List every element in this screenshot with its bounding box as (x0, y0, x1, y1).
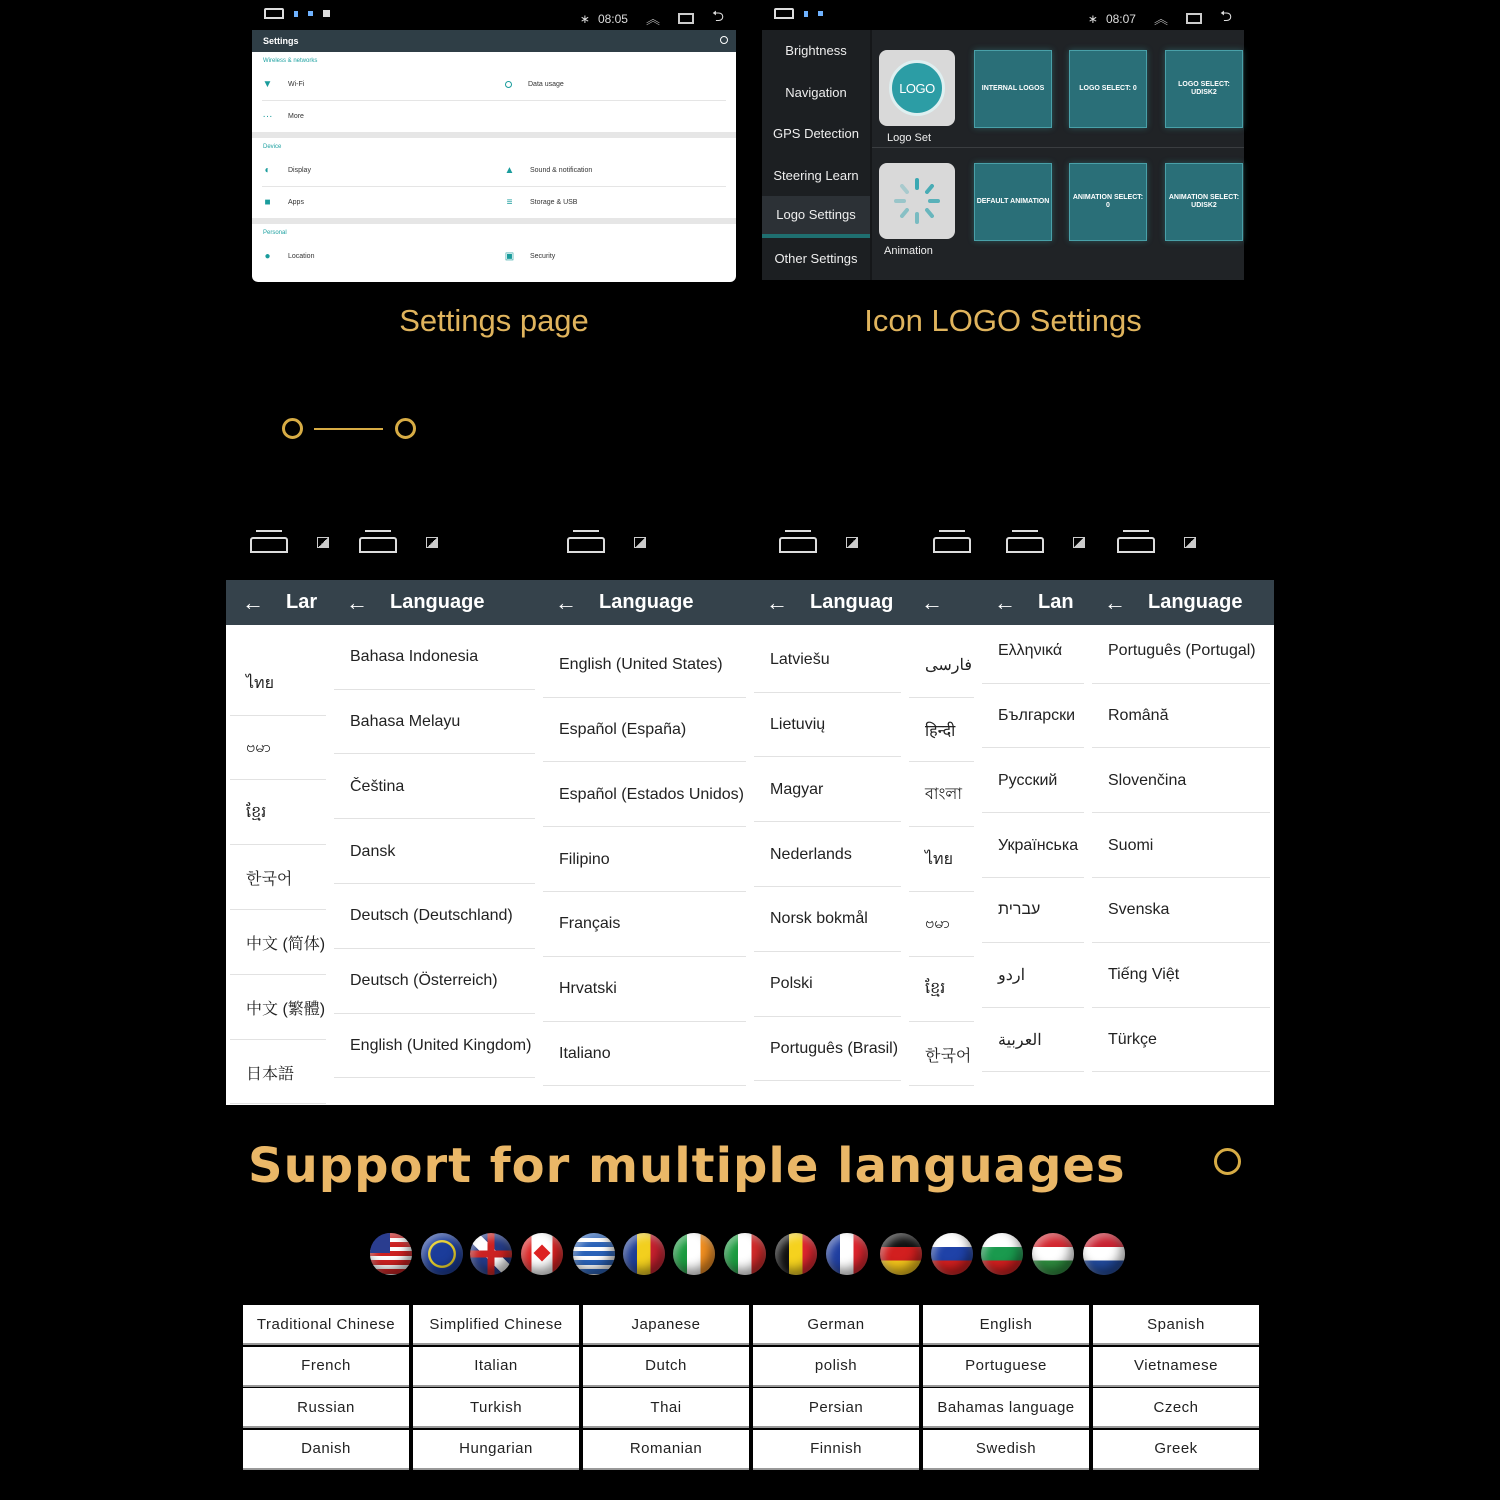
eu-flag (421, 1233, 463, 1275)
language-option[interactable] (539, 827, 750, 892)
greece-flag (573, 1233, 615, 1275)
notification-icon (818, 11, 823, 16)
screenshot-icon[interactable] (846, 537, 858, 548)
language-option-label: Dansk (350, 842, 396, 860)
language-option-label: Suomi (1108, 836, 1154, 854)
language-option-label: Română (1108, 707, 1169, 725)
screenshot-icon[interactable] (317, 537, 329, 548)
language-option-label: 中文 (繁體) (246, 1000, 326, 1018)
settings-item-storage[interactable]: ≡ Storage & USB (506, 197, 578, 208)
settings-caption: Settings page (399, 303, 589, 338)
language-option-label: Português (Brasil) (770, 1040, 899, 1058)
animation-label: Animation (884, 245, 933, 257)
language-option-label: 한국어 (925, 1047, 972, 1065)
belgium-flag (775, 1233, 817, 1275)
germany-flag (880, 1233, 922, 1275)
notification-icon (323, 10, 330, 17)
home-icon[interactable] (933, 537, 971, 553)
language-option[interactable] (905, 763, 978, 828)
data-usage-icon (505, 81, 512, 88)
language-table-cell: Danish (243, 1430, 409, 1468)
language-option-label: हिन्दी (925, 723, 956, 741)
language-option[interactable] (1088, 749, 1274, 814)
language-option-label: Norsk bokmål (770, 910, 868, 928)
language-option[interactable] (905, 1022, 978, 1087)
menu-item-brightness[interactable]: Brightness (785, 43, 847, 59)
language-header (539, 580, 750, 625)
settings-item-security[interactable]: ▣ Security (504, 251, 556, 262)
language-header (1088, 580, 1274, 625)
language-option-label: Čeština (350, 777, 405, 795)
tile-logo-select-0[interactable]: LOGO SELECT: 0 (1069, 50, 1147, 128)
screenshot-icon[interactable] (634, 537, 646, 548)
language-option[interactable] (1088, 878, 1274, 943)
language-option-label: ไทย (925, 851, 953, 869)
home-icon[interactable] (359, 537, 397, 553)
language-option[interactable] (905, 633, 978, 698)
back-icon[interactable]: ⮌ (711, 8, 724, 25)
notification-icon (804, 11, 808, 17)
language-list (1088, 625, 1274, 1105)
language-option[interactable] (330, 625, 539, 690)
language-option-label: 中文 (简体) (246, 935, 326, 953)
language-option-label: Български (998, 707, 1076, 725)
screenshot-icon[interactable] (1184, 537, 1196, 548)
language-option[interactable] (226, 975, 330, 1040)
netherlands-flag (1083, 1233, 1125, 1275)
display-icon: ◐ (264, 165, 271, 176)
language-table-cell: English (923, 1305, 1089, 1343)
language-option-label: Ελληνικά (998, 642, 1063, 660)
settings-item-sound[interactable]: ▲ Sound & notification (504, 165, 593, 176)
spinner-icon (892, 176, 942, 226)
language-option[interactable] (978, 625, 1088, 684)
language-option[interactable] (750, 1017, 905, 1082)
language-option[interactable] (330, 1014, 539, 1079)
language-option[interactable] (750, 952, 905, 1017)
status-time: 08:05 (597, 11, 628, 26)
bluetooth-icon: ∗ (579, 11, 590, 26)
language-option[interactable] (1088, 625, 1274, 684)
home-icon[interactable] (774, 8, 794, 19)
decor-ring (1214, 1148, 1241, 1175)
language-table-cell: French (243, 1347, 409, 1385)
recent-apps-icon[interactable] (1186, 13, 1202, 24)
language-option[interactable] (978, 943, 1088, 1008)
language-table-cell: Turkish (413, 1388, 579, 1426)
language-header (226, 580, 330, 625)
home-icon[interactable] (1117, 537, 1155, 553)
settings-item-data-usage[interactable]: Data usage (494, 69, 736, 100)
language-option-label: Español (España) (559, 721, 687, 739)
language-option-label: Bahasa Melayu (350, 713, 461, 731)
tile-animation-select-udisk2[interactable]: ANIMATION SELECT: UDISK2 (1165, 163, 1243, 241)
language-option[interactable] (539, 1022, 750, 1087)
language-option-label: Русский (998, 771, 1058, 789)
back-arrow-icon[interactable]: ← (242, 589, 264, 615)
home-icon[interactable] (779, 537, 817, 553)
language-table-cell: Romanian (583, 1430, 749, 1468)
language-option[interactable] (1088, 813, 1274, 878)
hungary-flag (1032, 1233, 1074, 1275)
language-screens (226, 580, 1274, 1105)
language-table-cell: Czech (1093, 1388, 1259, 1426)
home-icon[interactable] (264, 8, 284, 19)
language-option[interactable] (1088, 1008, 1274, 1073)
language-option[interactable] (330, 690, 539, 755)
back-arrow-icon[interactable]: ← (766, 589, 788, 615)
language-table-cell: Portuguese (923, 1347, 1089, 1385)
storage-icon: ≡ (506, 197, 513, 208)
screenshot-icon[interactable] (1073, 537, 1085, 548)
language-list (330, 625, 539, 1105)
language-option[interactable] (226, 716, 330, 781)
menu-item-logo-settings[interactable]: Logo Settings (762, 196, 870, 238)
settings-item-wifi[interactable]: ▼ Wi-Fi (262, 79, 305, 90)
language-option[interactable] (539, 763, 750, 828)
decor-ring (282, 418, 303, 439)
language-title: Lar (286, 591, 318, 613)
home-icon[interactable] (1006, 537, 1044, 553)
language-header (978, 580, 1088, 625)
language-list (905, 625, 978, 1105)
bell-icon: ▲ (504, 165, 515, 176)
section-title: Device (263, 144, 282, 150)
language-option[interactable] (226, 651, 330, 716)
language-table-cell: Russian (243, 1388, 409, 1426)
romania-flag (623, 1233, 665, 1275)
language-header (330, 580, 539, 625)
language-option[interactable] (1088, 943, 1274, 1008)
settings-header (252, 30, 736, 52)
settings-panel (252, 30, 736, 282)
russia-flag (931, 1233, 973, 1275)
section-title: Wireless & networks (263, 58, 318, 64)
language-option[interactable] (539, 698, 750, 763)
more-icon: ··· (262, 111, 273, 122)
logo-set-label: Logo Set (887, 132, 932, 144)
france-flag (826, 1233, 868, 1275)
language-option-label: Lietuvių (770, 716, 826, 734)
wifi-icon: ▼ (262, 79, 273, 90)
language-table-cell: Bahamas language (923, 1388, 1089, 1426)
language-option-label: Svenska (1108, 901, 1170, 919)
language-title: Language (1148, 591, 1243, 613)
language-option-label: English (United States) (559, 656, 723, 674)
settings-item-display[interactable]: ◐ Display (264, 165, 311, 176)
decor-ring (395, 418, 416, 439)
language-list (226, 625, 330, 1105)
language-table-cell: Italian (413, 1347, 579, 1385)
language-option[interactable] (978, 684, 1088, 749)
language-option[interactable] (905, 698, 978, 763)
language-option[interactable] (330, 884, 539, 949)
language-option[interactable] (226, 1040, 330, 1105)
language-option[interactable] (905, 827, 978, 892)
language-option-label: Español (Estados Unidos) (559, 785, 744, 803)
back-arrow-icon[interactable]: ← (1104, 589, 1126, 615)
language-option[interactable] (226, 781, 330, 846)
language-option-label: Italiano (559, 1045, 611, 1063)
us-flag (370, 1233, 412, 1275)
language-table-cell: Persian (753, 1388, 919, 1426)
language-option-label: 日本語 (246, 1065, 295, 1083)
language-title: Language (599, 591, 694, 613)
status-time: 08:07 (1105, 11, 1136, 26)
language-option[interactable] (750, 693, 905, 758)
language-list (750, 625, 905, 1105)
notification-icon (294, 11, 298, 17)
language-title: Lan (1038, 591, 1074, 613)
notification-icon (308, 11, 313, 16)
lock-icon: ▣ (504, 251, 515, 262)
logo-set-button[interactable] (879, 50, 955, 126)
chevron-up-icon[interactable]: ︽ (1153, 10, 1168, 27)
language-table-cell: Swedish (923, 1430, 1089, 1468)
language-table-cell: Traditional Chinese (243, 1305, 409, 1343)
ireland-flag (673, 1233, 715, 1275)
home-icon[interactable] (250, 537, 288, 553)
language-option-label: Slovenčina (1108, 771, 1187, 789)
back-arrow-icon[interactable]: ← (921, 589, 943, 615)
italy-flag (724, 1233, 766, 1275)
logo-caption: Icon LOGO Settings (864, 303, 1142, 338)
language-option[interactable] (330, 949, 539, 1014)
language-table-cell: Spanish (1093, 1305, 1259, 1343)
language-option[interactable] (978, 749, 1088, 814)
language-option-label: Polski (770, 975, 813, 993)
logo-status-bar (762, 0, 1244, 28)
location-icon: ● (264, 251, 271, 262)
language-option[interactable] (226, 910, 330, 975)
canada-flag (521, 1233, 563, 1275)
language-option-label: Türkçe (1108, 1031, 1157, 1049)
language-option-label: Magyar (770, 780, 824, 798)
logo-badge: LOGO (889, 60, 945, 116)
language-option-label: ไทย (246, 674, 274, 692)
language-option-label: English (United Kingdom) (350, 1037, 532, 1055)
recent-apps-icon[interactable] (678, 13, 694, 24)
language-option-label: Latviešu (770, 651, 830, 669)
search-icon[interactable] (720, 36, 728, 44)
decor-line (314, 428, 383, 430)
language-option[interactable] (978, 1008, 1088, 1073)
language-option[interactable] (750, 628, 905, 693)
language-option[interactable] (750, 822, 905, 887)
language-option-label: ဗမာ (925, 915, 950, 933)
language-table-cell: Dutch (583, 1347, 749, 1385)
support-title: Support for multiple languages (248, 1138, 1126, 1194)
settings-status-bar (252, 0, 736, 28)
menu-item-other-settings[interactable]: Other Settings (774, 250, 858, 266)
language-table-cell: Japanese (583, 1305, 749, 1343)
language-option-label: Français (559, 915, 621, 933)
back-arrow-icon[interactable]: ← (994, 589, 1016, 615)
language-option-label: বাংলা (925, 786, 962, 804)
menu-item-navigation[interactable]: Navigation (785, 84, 847, 100)
tile-animation-select-0[interactable]: ANIMATION SELECT: 0 (1069, 163, 1147, 241)
language-option-label: اردو (998, 967, 1026, 985)
language-option-label: العربية (998, 1032, 1042, 1050)
home-icon[interactable] (567, 537, 605, 553)
language-title: Languag (810, 591, 894, 613)
language-option[interactable] (750, 887, 905, 952)
language-option-label: Tiếng Việt (1108, 966, 1180, 984)
language-option-label: Português (Portugal) (1108, 642, 1256, 660)
language-option-label: עברית (998, 901, 1041, 919)
back-arrow-icon[interactable]: ← (555, 589, 577, 615)
language-header (750, 580, 905, 625)
language-table-cell: Finnish (753, 1430, 919, 1468)
bulgaria-flag (981, 1233, 1023, 1275)
screenshot-icon[interactable] (426, 537, 438, 548)
language-table-cell: Vietnamese (1093, 1347, 1259, 1385)
back-icon[interactable]: ⮌ (1219, 8, 1232, 25)
language-option[interactable] (330, 819, 539, 884)
language-option[interactable] (539, 892, 750, 957)
language-table-cell: German (753, 1305, 919, 1343)
language-option-label: فارسی (925, 657, 972, 675)
language-option[interactable] (1088, 684, 1274, 749)
language-option[interactable] (750, 758, 905, 823)
language-table-cell: Thai (583, 1388, 749, 1426)
language-option-label: Deutsch (Deutschland) (350, 907, 513, 925)
language-option[interactable] (905, 892, 978, 957)
uk-flag (470, 1233, 512, 1275)
language-option[interactable] (539, 957, 750, 1022)
tile-default-animation[interactable]: DEFAULT ANIMATION (974, 163, 1052, 241)
page-title: Settings (263, 36, 299, 46)
language-header (905, 580, 978, 625)
language-option-label: Bahasa Indonesia (350, 648, 479, 666)
language-option[interactable] (978, 813, 1088, 878)
language-option[interactable] (226, 845, 330, 910)
bluetooth-icon: ∗ (1087, 11, 1098, 26)
language-option-label: Nederlands (770, 845, 852, 863)
tile-internal-logos[interactable]: INTERNAL LOGOS (974, 50, 1052, 128)
language-option-label: ဗမာ (246, 739, 271, 757)
settings-item-more[interactable]: ··· More (262, 111, 304, 122)
language-title: Language (390, 591, 485, 613)
language-option[interactable] (978, 878, 1088, 943)
language-list (539, 625, 750, 1105)
language-list (978, 625, 1088, 1105)
language-table-cell: Greek (1093, 1430, 1259, 1468)
section-title: Personal (263, 230, 287, 236)
language-table-cell: Simplified Chinese (413, 1305, 579, 1343)
language-option[interactable] (539, 633, 750, 698)
language-option-label: Deutsch (Österreich) (350, 972, 498, 990)
settings-item-apps[interactable]: ■ Apps (264, 197, 304, 208)
language-option[interactable] (905, 957, 978, 1022)
logo-side-menu (762, 30, 870, 280)
language-option-label: Filipino (559, 850, 610, 868)
logo-settings-screen (762, 30, 1244, 280)
language-table-cell: polish (753, 1347, 919, 1385)
settings-item-location[interactable]: ● Location (264, 251, 315, 262)
language-option-label: Hrvatski (559, 980, 617, 998)
menu-item-steering-learn[interactable]: Steering Learn (773, 167, 859, 183)
language-option-label: ខ្មែរ (925, 980, 946, 998)
language-table-cell: Hungarian (413, 1430, 579, 1468)
language-option-label: ខ្មែរ (246, 803, 267, 821)
android-icon: ■ (264, 197, 271, 208)
back-arrow-icon[interactable]: ← (346, 589, 368, 615)
chevron-up-icon[interactable]: ︽ (645, 10, 660, 27)
menu-item-gps-detection[interactable]: GPS Detection (773, 126, 859, 142)
animation-button[interactable] (879, 163, 955, 239)
language-option-label: 한국어 (246, 871, 293, 889)
tile-logo-select-udisk2[interactable]: LOGO SELECT: UDISK2 (1165, 50, 1243, 128)
language-option-label: Українська (998, 836, 1079, 854)
language-option[interactable] (330, 755, 539, 820)
